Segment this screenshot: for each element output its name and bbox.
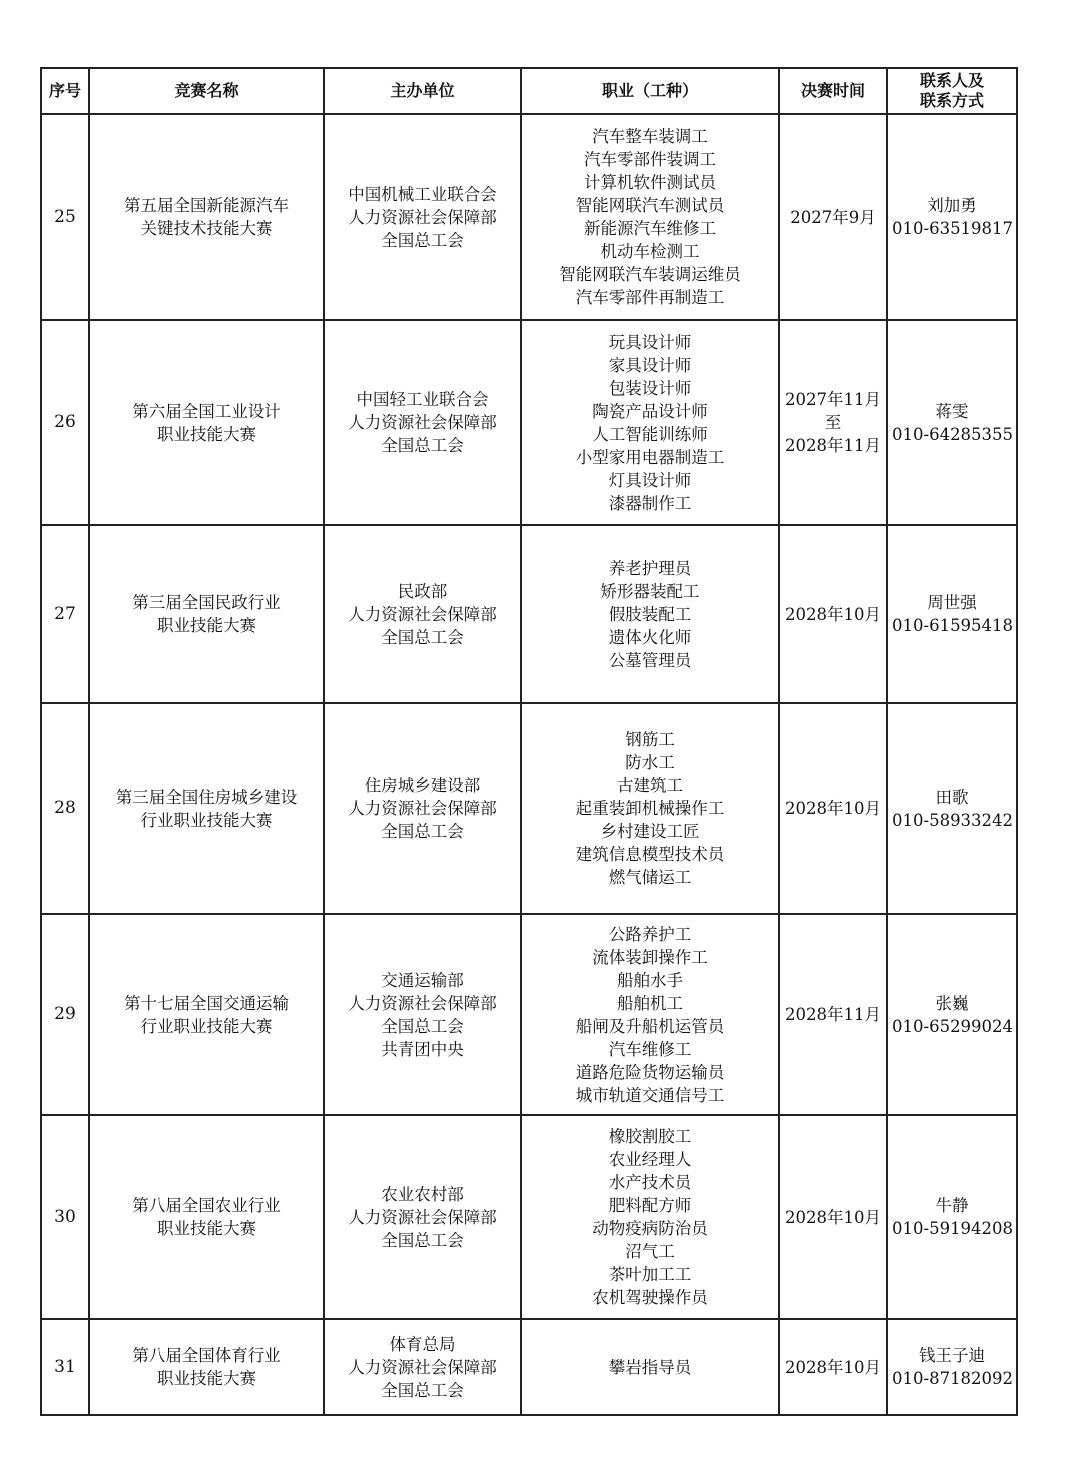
cell-job [521,703,779,914]
cell-job-line: 船闸及升船机运管员 [575,1016,725,1036]
header-contact-line: 联系人及 [919,71,984,90]
cell-org-line: 人力资源社会保障部 [348,1207,497,1227]
cell-job-line: 包装设计师 [608,378,692,398]
cell-seq: 27 [41,525,89,703]
header-seq: 序号 [41,68,89,114]
cell-seq: 30 [41,1115,89,1319]
cell-org-line: 全国总工会 [381,436,464,455]
cell-time [779,703,887,914]
cell-name-line: 职业技能大赛 [157,616,256,635]
cell-job-line: 计算机软件测试员 [584,173,716,192]
cell-name-line: 第五届全国新能源汽车 [124,196,289,215]
cell-name-line: 职业技能大赛 [157,1369,256,1388]
cell-contact-line: 蒋雯 [935,401,969,421]
cell-org-line: 民政部 [397,581,448,601]
cell-job-line: 假肢装配工 [608,604,692,624]
cell-contact [887,1115,1017,1319]
table-row [41,320,1017,525]
cell-job-line: 沼气工 [625,1242,675,1261]
cell-contact-line: 田歌 [935,787,969,807]
cell-job-line: 汽车零部件装调工 [584,150,716,169]
cell-job-line: 船舶机工 [617,993,683,1013]
table-row [41,525,1017,703]
cell-contact-line: 010-63519817 [892,219,1014,238]
cell-job [521,914,779,1115]
cell-job-line: 防水工 [625,753,675,772]
cell-job-line: 城市轨道交通信号工 [575,1085,725,1105]
cell-contact-line: 周世强 [927,593,977,612]
cell-org [324,114,521,320]
cell-org-line: 人力资源社会保障部 [348,799,497,818]
cell-contact [887,914,1017,1115]
cell-job-line: 橡胶割胶工 [608,1127,692,1146]
cell-job-line: 智能网联汽车测试员 [575,196,725,215]
cell-contact-line: 010-61595418 [892,616,1014,635]
cell-job-line: 玩具设计师 [608,332,692,352]
cell-job-line: 小型家用电器制造工 [575,447,725,467]
cell-org-line: 人力资源社会保障部 [348,207,497,227]
cell-job-line: 道路危险货物运输员 [575,1062,725,1082]
cell-name-line: 第八届全国体育行业 [132,1346,281,1365]
cell-job [521,114,779,320]
cell-contact-line: 010-58933242 [892,810,1014,830]
cell-time-line: 2028年10月 [785,1207,881,1227]
cell-job-line: 矫形器装配工 [600,581,700,601]
cell-job [521,525,779,703]
header-job: 职业（工种） [521,68,779,114]
cell-name [89,914,324,1115]
cell-contact-line: 010-59194208 [892,1219,1014,1238]
cell-job-line: 公路养护工 [608,924,692,944]
cell-job-line: 新能源汽车维修工 [584,219,716,238]
cell-org-line: 人力资源社会保障部 [348,413,497,432]
cell-org [324,1319,521,1415]
cell-job-line: 船舶水手 [617,970,683,990]
table-row [41,1115,1017,1319]
cell-name [89,320,324,525]
cell-org-line: 体育总局 [389,1334,456,1354]
cell-name [89,114,324,320]
cell-job-line: 农机驾驶操作员 [592,1288,708,1307]
cell-job-line: 攀岩指导员 [608,1357,692,1377]
cell-time [779,320,887,525]
cell-seq: 25 [41,114,89,320]
cell-name [89,1115,324,1319]
table-row [41,114,1017,320]
cell-org [324,320,521,525]
cell-name-line: 第六届全国工业设计 [132,401,281,421]
cell-org-line: 农业农村部 [381,1184,464,1204]
cell-contact-line: 张巍 [935,993,969,1013]
cell-name-line: 第三届全国民政行业 [132,593,281,612]
cell-job [521,1319,779,1415]
cell-job-line: 水产技术员 [608,1173,692,1192]
cell-contact [887,114,1017,320]
cell-name [89,525,324,703]
cell-org-line: 交通运输部 [381,970,464,990]
cell-org-line: 全国总工会 [381,1016,464,1036]
cell-seq: 31 [41,1319,89,1415]
table-row [41,703,1017,914]
cell-time-line: 2028年10月 [785,1357,881,1377]
cell-seq: 29 [41,914,89,1115]
cell-job-line: 茶叶加工工 [608,1265,692,1284]
table-row [41,914,1017,1115]
cell-contact-line: 钱王子迪 [919,1346,985,1365]
cell-org-line: 全国总工会 [381,627,464,647]
cell-job-line: 家具设计师 [608,355,692,375]
cell-job-line: 公墓管理员 [608,650,692,670]
cell-job-line: 起重装卸机械操作工 [575,799,725,818]
cell-org [324,525,521,703]
cell-seq: 26 [41,320,89,525]
cell-job [521,1115,779,1319]
cell-job-line: 陶瓷产品设计师 [592,401,708,421]
cell-contact [887,703,1017,914]
header-contact [887,68,1017,114]
table-row [41,1319,1017,1415]
cell-contact-line: 010-87182092 [892,1369,1014,1388]
cell-name-line: 行业职业技能大赛 [140,810,273,830]
cell-job-line: 农业经理人 [608,1150,692,1169]
cell-org-line: 共青团中央 [381,1039,464,1059]
cell-contact-line: 牛静 [935,1196,969,1215]
cell-name-line: 行业职业技能大赛 [140,1016,273,1036]
table-header [41,68,1017,114]
cell-job-line: 流体装卸操作工 [592,947,708,967]
competition-table [40,67,1018,1416]
header-contact-line: 联系方式 [919,91,984,110]
cell-time [779,1319,887,1415]
cell-job-line: 养老护理员 [608,558,692,578]
cell-job-line: 古建筑工 [617,776,683,795]
cell-time [779,525,887,703]
cell-org-line: 中国轻工业联合会 [356,390,489,409]
cell-job-line: 建筑信息模型技术员 [575,845,725,864]
cell-org-line: 全国总工会 [381,822,464,841]
cell-name [89,1319,324,1415]
cell-time-line: 2028年11月 [785,1005,881,1024]
cell-job-line: 动物疫病防治员 [592,1219,708,1238]
cell-name-line: 第十七届全国交通运输 [124,993,289,1013]
cell-org-line: 住房城乡建设部 [364,776,481,795]
cell-org-line: 中国机械工业联合会 [348,184,497,204]
header-row [41,68,1017,114]
cell-contact-line: 010-64285355 [892,424,1014,444]
cell-time [779,914,887,1115]
cell-name-line: 职业技能大赛 [157,1219,256,1238]
cell-time-line: 2028年10月 [785,604,881,624]
cell-job-line: 汽车零部件再制造工 [575,288,725,307]
cell-org-line: 人力资源社会保障部 [348,604,497,624]
cell-job [521,320,779,525]
cell-org [324,914,521,1115]
cell-org-line: 全国总工会 [381,230,464,250]
cell-contact-line: 刘加勇 [927,196,977,215]
cell-job-line: 遗体火化师 [608,627,692,647]
cell-time-line: 2027年9月 [790,207,876,227]
header-name: 竞赛名称 [89,68,324,114]
cell-org-line: 人力资源社会保障部 [348,1357,497,1377]
cell-contact [887,1319,1017,1415]
cell-time-line: 2027年11月 [785,390,881,409]
table-body [41,114,1017,1415]
cell-name-line: 职业技能大赛 [157,424,256,444]
header-org: 主办单位 [324,68,521,114]
cell-job-line: 智能网联汽车装调运维员 [559,265,741,284]
cell-job-line: 燃气储运工 [608,868,692,887]
cell-contact-line: 010-65299024 [892,1016,1014,1036]
cell-name-line: 关键技术技能大赛 [140,219,273,238]
cell-org-line: 人力资源社会保障部 [348,993,497,1013]
cell-time [779,1115,887,1319]
cell-job-line: 汽车维修工 [608,1039,692,1059]
cell-job-line: 人工智能训练师 [592,424,708,444]
cell-name-line: 第八届全国农业行业 [132,1196,281,1215]
cell-job-line: 漆器制作工 [608,493,692,513]
cell-org [324,1115,521,1319]
cell-job-line: 乡村建设工匠 [600,822,700,841]
cell-job-line: 肥料配方师 [608,1196,692,1215]
cell-contact [887,320,1017,525]
cell-org-line: 全国总工会 [381,1230,464,1250]
cell-contact [887,525,1017,703]
cell-job-line: 钢筋工 [625,730,675,749]
cell-org-line: 全国总工会 [381,1380,464,1400]
cell-seq: 28 [41,703,89,914]
cell-time-line: 2028年10月 [785,799,881,818]
competition-table-page [40,67,1016,1416]
cell-name-line: 第三届全国住房城乡建设 [115,787,298,807]
cell-time-line: 至 [824,413,842,432]
cell-time-line: 2028年11月 [785,436,881,455]
cell-job-line: 汽车整车装调工 [592,127,708,146]
cell-job-line: 机动车检测工 [600,242,700,261]
header-time: 决赛时间 [779,68,887,114]
cell-name [89,703,324,914]
cell-job-line: 灯具设计师 [608,470,692,490]
cell-org [324,703,521,914]
cell-time [779,114,887,320]
